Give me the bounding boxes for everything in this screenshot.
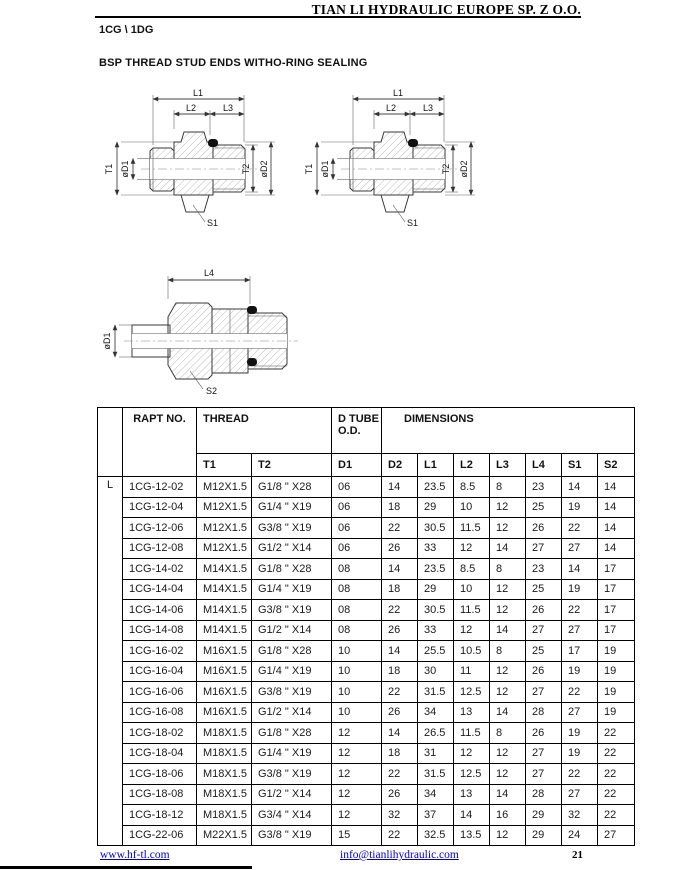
table-cell: 12: [490, 743, 526, 764]
table-cell: 26: [526, 600, 562, 621]
o-ring-seal-lower: [247, 358, 257, 366]
table-cell: G1/4 " X19: [252, 743, 332, 764]
table-cell: M18X1.5: [197, 805, 252, 826]
company-title: TIAN LI HYDRAULIC EUROPE SP. Z O.O.: [311, 2, 581, 17]
table-cell: 27: [526, 682, 562, 703]
table-cell: 1CG-18-02: [123, 723, 197, 744]
table-cell: G1/8 " X28: [252, 559, 332, 580]
table-cell: G3/8 " X19: [252, 518, 332, 539]
table-cell: 13.5: [454, 825, 490, 846]
table-cell: 13: [454, 784, 490, 805]
table-cell: 19: [562, 579, 598, 600]
table-cell: 26: [526, 723, 562, 744]
table-cell: G1/4 " X19: [252, 661, 332, 682]
table-cell: 1CG-14-06: [123, 600, 197, 621]
table-cell: 06: [332, 497, 382, 518]
technical-drawing-fitting-long: [90, 263, 330, 405]
table-cell: 8.5: [454, 477, 490, 498]
o-ring-seal: [408, 139, 418, 147]
dim-label-L3: L3: [422, 103, 434, 113]
table-cell: 1CG-16-02: [123, 641, 197, 662]
table-cell: 12: [490, 764, 526, 785]
table-cell: 26: [382, 702, 418, 723]
table-cell: 22: [598, 723, 635, 744]
table-cell: 18: [382, 497, 418, 518]
table-cell: 17: [598, 559, 635, 580]
table-row: [98, 682, 635, 703]
table-cell: 06: [332, 538, 382, 559]
table-cell: G1/8 " X28: [252, 641, 332, 662]
table-cell: G1/8 " X28: [252, 477, 332, 498]
table-cell: 34: [418, 784, 454, 805]
table-cell: 17: [598, 620, 635, 641]
table-row: [98, 579, 635, 600]
table-cell: 22: [598, 764, 635, 785]
table-cell: M14X1.5: [197, 579, 252, 600]
table-cell: 08: [332, 600, 382, 621]
col-header-t2: T2: [252, 454, 332, 477]
table-cell: 10.5: [454, 641, 490, 662]
table-row: [98, 477, 635, 498]
table-cell: G1/2 " X14: [252, 538, 332, 559]
table-cell: 26: [382, 538, 418, 559]
email-link[interactable]: info@tianlihydraulic.com: [340, 849, 459, 861]
table-row: [98, 620, 635, 641]
table-cell: 26.5: [418, 723, 454, 744]
dim-label-L1: L1: [392, 88, 404, 98]
table-cell: 1CG-14-04: [123, 579, 197, 600]
table-cell: 22: [382, 600, 418, 621]
table-cell: 37: [418, 805, 454, 826]
table-cell: 26: [382, 784, 418, 805]
dim-label-L1: L1: [192, 88, 204, 98]
dim-label-D2: øD2: [259, 160, 269, 178]
table-cell: 30: [418, 661, 454, 682]
table-cell: 30.5: [418, 518, 454, 539]
table-cell: 12.5: [454, 764, 490, 785]
table-row: [98, 825, 635, 846]
table-cell: 8: [490, 723, 526, 744]
table-cell: M16X1.5: [197, 641, 252, 662]
dim-label-S1: S1: [407, 218, 419, 228]
table-cell: 31.5: [418, 682, 454, 703]
table-header-row-groups: [98, 408, 635, 454]
table-cell: 22: [382, 682, 418, 703]
table-cell: 14: [490, 702, 526, 723]
dim-label-T2: T2: [241, 163, 251, 175]
table-cell: 32: [562, 805, 598, 826]
table-cell: 26: [526, 661, 562, 682]
table-cell: 25: [526, 641, 562, 662]
table-cell: 10: [454, 497, 490, 518]
table-cell: 27: [562, 784, 598, 805]
table-cell: 12: [454, 538, 490, 559]
table-cell: 11.5: [454, 600, 490, 621]
dim-label-S1: S1: [207, 218, 219, 228]
table-cell: 14: [490, 620, 526, 641]
table-cell: 19: [562, 661, 598, 682]
table-cell: 19: [562, 723, 598, 744]
table-cell: 12: [332, 764, 382, 785]
table-cell: 32: [382, 805, 418, 826]
table-cell: 28: [526, 784, 562, 805]
table-cell: 19: [562, 743, 598, 764]
table-cell: 25.5: [418, 641, 454, 662]
table-cell: G3/8 " X19: [252, 764, 332, 785]
table-cell: 1CG-12-08: [123, 538, 197, 559]
table-cell: 12.5: [454, 682, 490, 703]
table-cell: 1CG-18-08: [123, 784, 197, 805]
table-row: [98, 723, 635, 744]
table-cell: G1/4 " X19: [252, 579, 332, 600]
table-cell: G3/8 " X19: [252, 600, 332, 621]
table-cell: 28: [526, 702, 562, 723]
o-ring-seal: [247, 306, 257, 314]
table-cell: M12X1.5: [197, 538, 252, 559]
table-cell: 27: [526, 620, 562, 641]
dim-label-L3: L3: [222, 103, 234, 113]
table-cell: 1CG-12-04: [123, 497, 197, 518]
table-cell: 8: [490, 559, 526, 580]
table-cell: 14: [598, 497, 635, 518]
table-cell: 14: [382, 723, 418, 744]
o-ring-seal: [208, 139, 218, 147]
table-cell: 12: [490, 600, 526, 621]
table-cell: 10: [454, 579, 490, 600]
table-cell: 12: [332, 743, 382, 764]
table-cell: 23.5: [418, 477, 454, 498]
table-cell: 31.5: [418, 764, 454, 785]
series-header-cell: [98, 408, 123, 477]
table-cell: 29: [526, 825, 562, 846]
table-cell: 14: [598, 477, 635, 498]
table-cell: 22: [562, 682, 598, 703]
table-cell: 1CG-16-08: [123, 702, 197, 723]
table-cell: 27: [526, 538, 562, 559]
table-cell: 22: [562, 518, 598, 539]
table-cell: G1/8 " X28: [252, 723, 332, 744]
table-cell: 30.5: [418, 600, 454, 621]
table-row: [98, 805, 635, 826]
table-cell: 29: [418, 497, 454, 518]
table-cell: M18X1.5: [197, 723, 252, 744]
table-cell: 12: [490, 661, 526, 682]
table-row: [98, 764, 635, 785]
col-header-l2: L2: [454, 454, 490, 477]
table-cell: 22: [598, 743, 635, 764]
table-cell: 8: [490, 641, 526, 662]
table-cell: 11.5: [454, 723, 490, 744]
table-cell: 1CG-18-04: [123, 743, 197, 764]
table-cell: 14: [490, 538, 526, 559]
table-cell: 10: [332, 682, 382, 703]
table-cell: 34: [418, 702, 454, 723]
dim-label-L2: L2: [185, 103, 197, 113]
table-cell: 22: [562, 600, 598, 621]
table-row: [98, 661, 635, 682]
table-cell: 06: [332, 518, 382, 539]
table-cell: 17: [598, 600, 635, 621]
table-cell: 22: [382, 518, 418, 539]
table-cell: G1/2 " X14: [252, 784, 332, 805]
table-row: [98, 518, 635, 539]
table-cell: 23: [526, 559, 562, 580]
table-cell: 1CG-18-12: [123, 805, 197, 826]
series-code: 1CG \ 1DG: [99, 24, 154, 36]
dim-label-L4: L4: [203, 268, 215, 278]
website-link[interactable]: www.hf-tl.com: [100, 849, 170, 861]
table-cell: 32.5: [418, 825, 454, 846]
table-cell: 23.5: [418, 559, 454, 580]
table-cell: 1CG-12-02: [123, 477, 197, 498]
scan-edge-artifact: [0, 866, 252, 869]
table-cell: 10: [332, 702, 382, 723]
table-row: [98, 497, 635, 518]
table-row: [98, 702, 635, 723]
dim-label-L2: L2: [385, 103, 397, 113]
table-cell: M12X1.5: [197, 497, 252, 518]
table-cell: 26: [526, 518, 562, 539]
table-cell: G1/2 " X14: [252, 702, 332, 723]
dim-label-S2: S2: [206, 386, 218, 396]
col-header-t1: T1: [197, 454, 252, 477]
d-tube-line2: O.D.: [338, 425, 361, 437]
table-cell: 14: [598, 538, 635, 559]
col-header-s2: S2: [598, 454, 635, 477]
table-cell: 17: [598, 579, 635, 600]
table-cell: G1/4 " X19: [252, 497, 332, 518]
table-cell: 26: [382, 620, 418, 641]
table-cell: 27: [598, 825, 635, 846]
table-cell: 22: [598, 784, 635, 805]
table-cell: 18: [382, 743, 418, 764]
table-cell: 8: [490, 477, 526, 498]
table-row: [98, 784, 635, 805]
table-cell: 22: [382, 764, 418, 785]
table-cell: 29: [526, 805, 562, 826]
col-header-s1: S1: [562, 454, 598, 477]
table-row: [98, 743, 635, 764]
table-cell: 14: [598, 518, 635, 539]
table-row: [98, 559, 635, 580]
table-cell: 10: [332, 641, 382, 662]
table-cell: M14X1.5: [197, 559, 252, 580]
table-cell: 12: [332, 805, 382, 826]
table-row: [98, 641, 635, 662]
dim-label-T1: T1: [304, 163, 314, 175]
table-cell: 14: [382, 641, 418, 662]
dim-label-D2: øD2: [459, 160, 469, 178]
table-cell: 19: [598, 682, 635, 703]
series-label-cell: L: [98, 477, 123, 846]
table-cell: 22: [598, 805, 635, 826]
table-cell: 12: [454, 743, 490, 764]
table-cell: 1CG-18-06: [123, 764, 197, 785]
technical-drawing-fitting-left: [95, 85, 295, 235]
page-title: BSP THREAD STUD ENDS WITHO-RING SEALING: [99, 57, 368, 69]
table-cell: 16: [490, 805, 526, 826]
table-cell: 15: [332, 825, 382, 846]
table-cell: 22: [382, 825, 418, 846]
spec-table: [97, 407, 635, 846]
table-cell: 13: [454, 702, 490, 723]
d-tube-line1: D TUBE: [338, 413, 379, 425]
col-header-dimensions: DIMENSIONS: [382, 408, 635, 454]
table-cell: M12X1.5: [197, 518, 252, 539]
table-cell: 10: [332, 661, 382, 682]
table-cell: 1CG-14-08: [123, 620, 197, 641]
col-header-d2: D2: [382, 454, 418, 477]
table-cell: 08: [332, 620, 382, 641]
table-cell: 27: [562, 620, 598, 641]
hex-flats-lower: [181, 195, 209, 212]
table-cell: 17: [562, 641, 598, 662]
table-cell: G3/8 " X19: [252, 825, 332, 846]
table-cell: M18X1.5: [197, 764, 252, 785]
table-cell: 25: [526, 497, 562, 518]
table-row: [98, 600, 635, 621]
table-cell: M16X1.5: [197, 682, 252, 703]
col-header-l3: L3: [490, 454, 526, 477]
table-cell: 19: [598, 702, 635, 723]
table-cell: 08: [332, 559, 382, 580]
table-cell: 08: [332, 579, 382, 600]
table-cell: 8.5: [454, 559, 490, 580]
header-rule: [95, 1, 581, 18]
dim-label-D1: øD1: [102, 332, 112, 350]
table-cell: 18: [382, 661, 418, 682]
table-cell: 25: [526, 579, 562, 600]
table-cell: 12: [454, 620, 490, 641]
table-cell: M16X1.5: [197, 661, 252, 682]
table-cell: 19: [598, 661, 635, 682]
table-body: [98, 477, 635, 846]
table-cell: G1/2 " X14: [252, 620, 332, 641]
table-cell: 06: [332, 477, 382, 498]
table-cell: 12: [490, 518, 526, 539]
dim-label-D1: øD1: [320, 160, 330, 178]
table-cell: 14: [382, 559, 418, 580]
table-cell: 12: [332, 723, 382, 744]
table-cell: 29: [418, 579, 454, 600]
table-cell: 12: [490, 497, 526, 518]
technical-drawing-fitting-right: [295, 85, 495, 235]
col-header-d-tube-od: [332, 408, 382, 454]
table-row: [98, 538, 635, 559]
table-cell: 1CG-12-06: [123, 518, 197, 539]
table-cell: M22X1.5: [197, 825, 252, 846]
table-cell: G3/4 " X14: [252, 805, 332, 826]
col-header-d1: D1: [332, 454, 382, 477]
table-cell: 31: [418, 743, 454, 764]
table-cell: 12: [490, 579, 526, 600]
table-cell: M18X1.5: [197, 784, 252, 805]
table-cell: 14: [490, 784, 526, 805]
table-cell: 14: [562, 477, 598, 498]
table-cell: 27: [562, 702, 598, 723]
col-header-l1: L1: [418, 454, 454, 477]
table-cell: 14: [562, 559, 598, 580]
page-number: 21: [572, 849, 583, 861]
table-cell: 12: [490, 682, 526, 703]
table-cell: 27: [526, 743, 562, 764]
table-cell: 19: [562, 497, 598, 518]
table-cell: 11: [454, 661, 490, 682]
table-cell: 12: [490, 825, 526, 846]
table-cell: 1CG-22-06: [123, 825, 197, 846]
table-cell: 33: [418, 538, 454, 559]
table-cell: 1CG-14-02: [123, 559, 197, 580]
dim-label-D1: øD1: [120, 160, 130, 178]
dim-label-T2: T2: [441, 163, 451, 175]
table-cell: M18X1.5: [197, 743, 252, 764]
col-header-thread: THREAD: [197, 408, 332, 454]
table-cell: 11.5: [454, 518, 490, 539]
table-cell: 33: [418, 620, 454, 641]
table-cell: 19: [598, 641, 635, 662]
table-cell: 14: [454, 805, 490, 826]
table-cell: 18: [382, 579, 418, 600]
table-cell: 27: [526, 764, 562, 785]
col-header-rapt-no: RAPT NO.: [123, 408, 197, 477]
table-cell: G3/8 " X19: [252, 682, 332, 703]
table-cell: M14X1.5: [197, 620, 252, 641]
table-cell: M12X1.5: [197, 477, 252, 498]
table-cell: M14X1.5: [197, 600, 252, 621]
table-cell: 24: [562, 825, 598, 846]
table-cell: 27: [562, 538, 598, 559]
table-cell: 22: [562, 764, 598, 785]
table-cell: 1CG-16-04: [123, 661, 197, 682]
table-cell: M16X1.5: [197, 702, 252, 723]
table-cell: 14: [382, 477, 418, 498]
table-cell: 1CG-16-06: [123, 682, 197, 703]
dim-label-T1: T1: [104, 163, 114, 175]
table-cell: 23: [526, 477, 562, 498]
table-cell: 12: [332, 784, 382, 805]
col-header-l4: L4: [526, 454, 562, 477]
